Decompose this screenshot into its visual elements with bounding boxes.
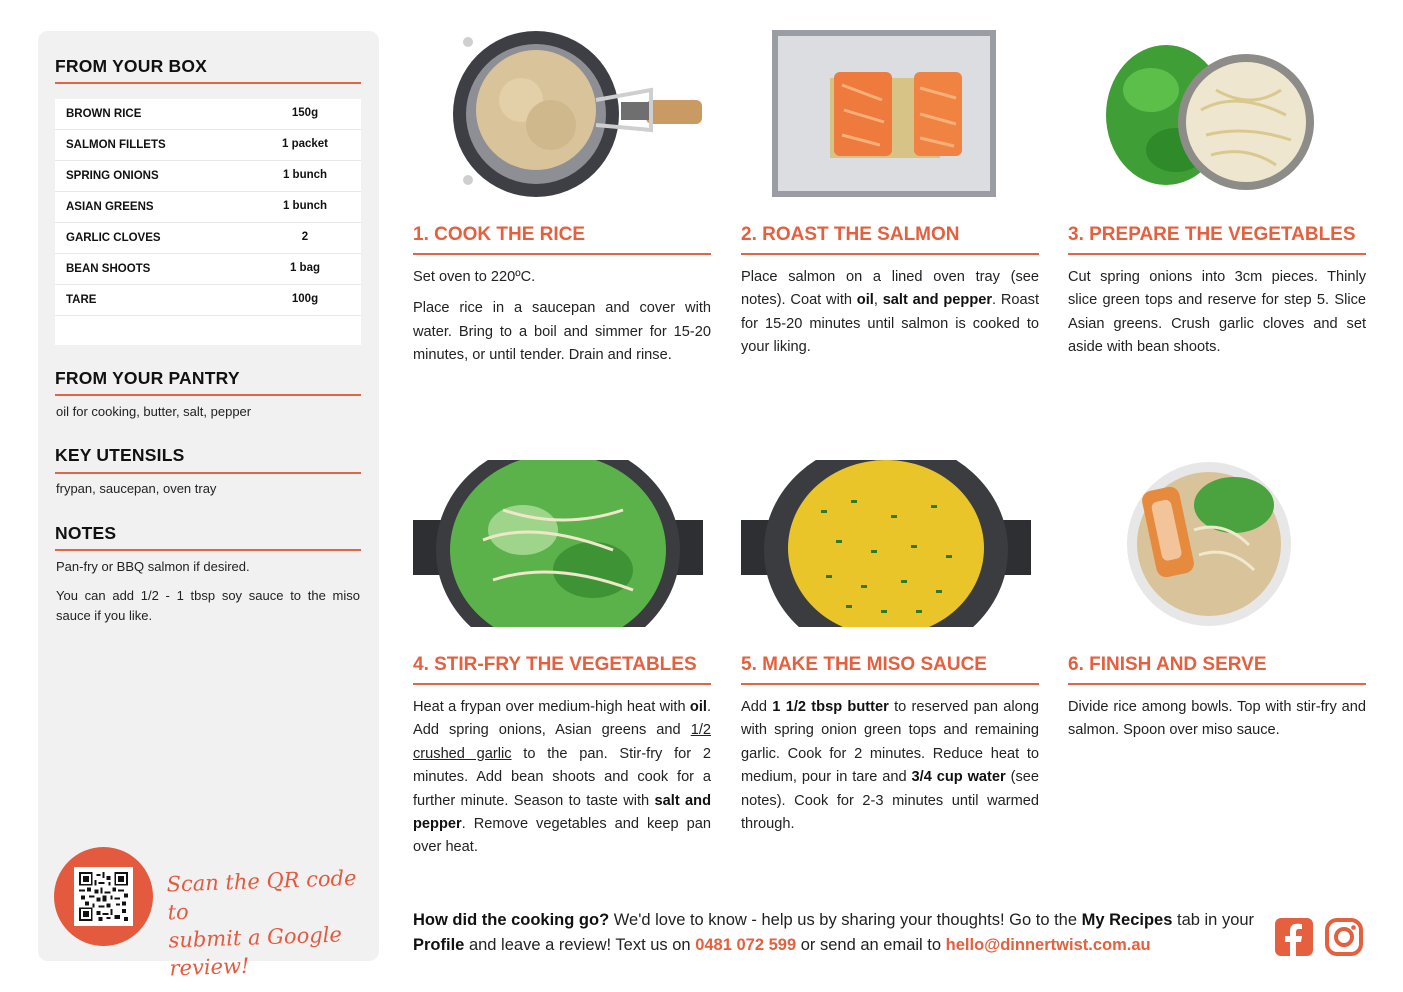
ingredient-name: ASIAN GREENS	[66, 201, 154, 213]
ingredient-name: BEAN SHOOTS	[66, 263, 151, 275]
step-text: Add 1 1/2 tbsp butter to reserved pan along with spring onion green tops and remaining garlic. Cook for 2 minutes. Reduce heat to medium, pour in tare and 3/4 cup water (see notes). Cook for 2-3 minutes until warmed through.	[741, 699, 1040, 833]
step-text: Cut spring onions into 3cm pieces. Thinly slice green tops and reserve for step 5. Slice Asian greens. Crush garlic cloves and set aside with bean shoots.	[1068, 269, 1366, 356]
step-rule	[1068, 683, 1366, 685]
ingredient-qty: 1 packet	[281, 138, 329, 150]
ingredient-name: GARLIC CLOVES	[66, 232, 161, 244]
ingredient-qty: 1 bunch	[282, 169, 328, 181]
step-title: 1. COOK THE RICE	[413, 224, 586, 245]
ingredient-name: TARE	[66, 294, 97, 306]
table-row	[55, 161, 361, 192]
step-body	[1068, 266, 1366, 368]
from-box-heading: FROM YOUR BOX	[55, 56, 208, 76]
heading-rule	[55, 394, 361, 396]
heading-rule	[55, 472, 361, 474]
ingredient-name: SPRING ONIONS	[66, 170, 159, 182]
ingredient-name: BROWN RICE	[66, 108, 142, 120]
ingredients-sidebar	[38, 31, 379, 981]
notes-line-1: Pan-fry or BBQ salmon if desired.	[56, 559, 250, 574]
notes-line-2: You can add 1/2 - 1 tbsp soy sauce to the miso sauce if you like.	[56, 588, 360, 623]
step-body	[413, 696, 711, 868]
step-title: 6. FINISH AND SERVE	[1068, 654, 1267, 675]
step-rule	[413, 253, 711, 255]
rice-strainer-photo	[451, 30, 703, 197]
stir-fry-photo	[413, 460, 703, 627]
step-text: Set oven to 220ºC.	[413, 269, 536, 285]
utensils-heading: KEY UTENSILS	[55, 445, 185, 465]
table-row	[55, 254, 361, 285]
heading-rule	[55, 549, 361, 551]
step-title: 2. ROAST THE SALMON	[741, 224, 960, 245]
step-rule	[741, 683, 1039, 685]
ingredients-table	[55, 99, 361, 345]
ingredient-qty: 150g	[291, 107, 319, 119]
table-row	[55, 99, 361, 130]
step-rule	[1068, 253, 1366, 255]
table-row	[55, 223, 361, 254]
step-text: Divide rice among bowls. Top with stir-fry and salmon. Spoon over miso sauce.	[1068, 699, 1366, 739]
step-title: 3. PREPARE THE VEGETABLES	[1068, 224, 1356, 245]
step-rule	[741, 253, 1039, 255]
pantry-heading: FROM YOUR PANTRY	[55, 368, 240, 388]
heading-rule	[55, 82, 361, 84]
step-rule	[413, 683, 711, 685]
table-row	[55, 285, 361, 316]
qr-code-icon[interactable]	[74, 867, 133, 926]
facebook-icon[interactable]	[1275, 918, 1313, 956]
step-title: 4. STIR-FRY THE VEGETABLES	[413, 654, 697, 675]
notes-heading: NOTES	[55, 523, 117, 543]
vegetables-photo	[1106, 30, 1316, 197]
feedback-footer: How did the cooking go? We'd love to know - help us by sharing your thoughts! Go to the My Recipes tab in your Profile and leave a review! Text us on 0481 072 599 or send an email to hello@dinnertwist.com.au	[413, 911, 1255, 954]
utensils-text: frypan, saucepan, oven tray	[56, 481, 217, 496]
salmon-tray-photo	[772, 30, 996, 197]
step-body	[413, 266, 711, 376]
step-body	[741, 696, 1039, 844]
step-text: Place salmon on a lined oven tray (see notes). Coat with oil, salt and pepper. Roast for 15-20 minutes until salmon is cooked to your liking.	[741, 269, 1040, 356]
miso-sauce-photo	[741, 460, 1031, 627]
finished-bowl-photo	[1124, 460, 1294, 627]
ingredient-qty: 100g	[291, 293, 319, 305]
pantry-text: oil for cooking, butter, salt, pepper	[56, 404, 252, 419]
ingredient-qty: 2	[301, 231, 309, 243]
qr-caption-line-2: submit a Google review!	[168, 922, 343, 981]
step-text: Place rice in a saucepan and cover with water. Bring to a boil and simmer for 15-20 minutes, or until tender. Drain and rinse.	[413, 300, 711, 364]
email-link[interactable]: hello@dinnertwist.com.au	[945, 936, 1151, 954]
ingredient-name: SALMON FILLETS	[66, 139, 166, 151]
phone-link[interactable]: 0481 072 599	[695, 936, 797, 954]
instagram-icon[interactable]	[1325, 918, 1363, 956]
qr-caption	[166, 864, 370, 983]
step-text: Heat a frypan over medium-high heat with oil. Add spring onions, Asian greens and 1/2 crushed garlic to the pan. Stir-fry for 2 minutes. Add bean shoots and cook for a further minute. Season to taste with salt and pepper. Remove vegetables and keep pan over heat.	[413, 699, 711, 856]
table-row	[55, 192, 361, 223]
qr-badge[interactable]	[54, 847, 153, 946]
step-title: 5. MAKE THE MISO SAUCE	[741, 654, 987, 675]
table-row	[55, 130, 361, 161]
step-body	[741, 266, 1039, 368]
qr-caption-line-1: Scan the QR code to	[166, 865, 357, 925]
step-body	[1068, 696, 1366, 751]
ingredient-qty: 1 bunch	[282, 200, 328, 212]
ingredient-qty: 1 bag	[289, 262, 321, 274]
